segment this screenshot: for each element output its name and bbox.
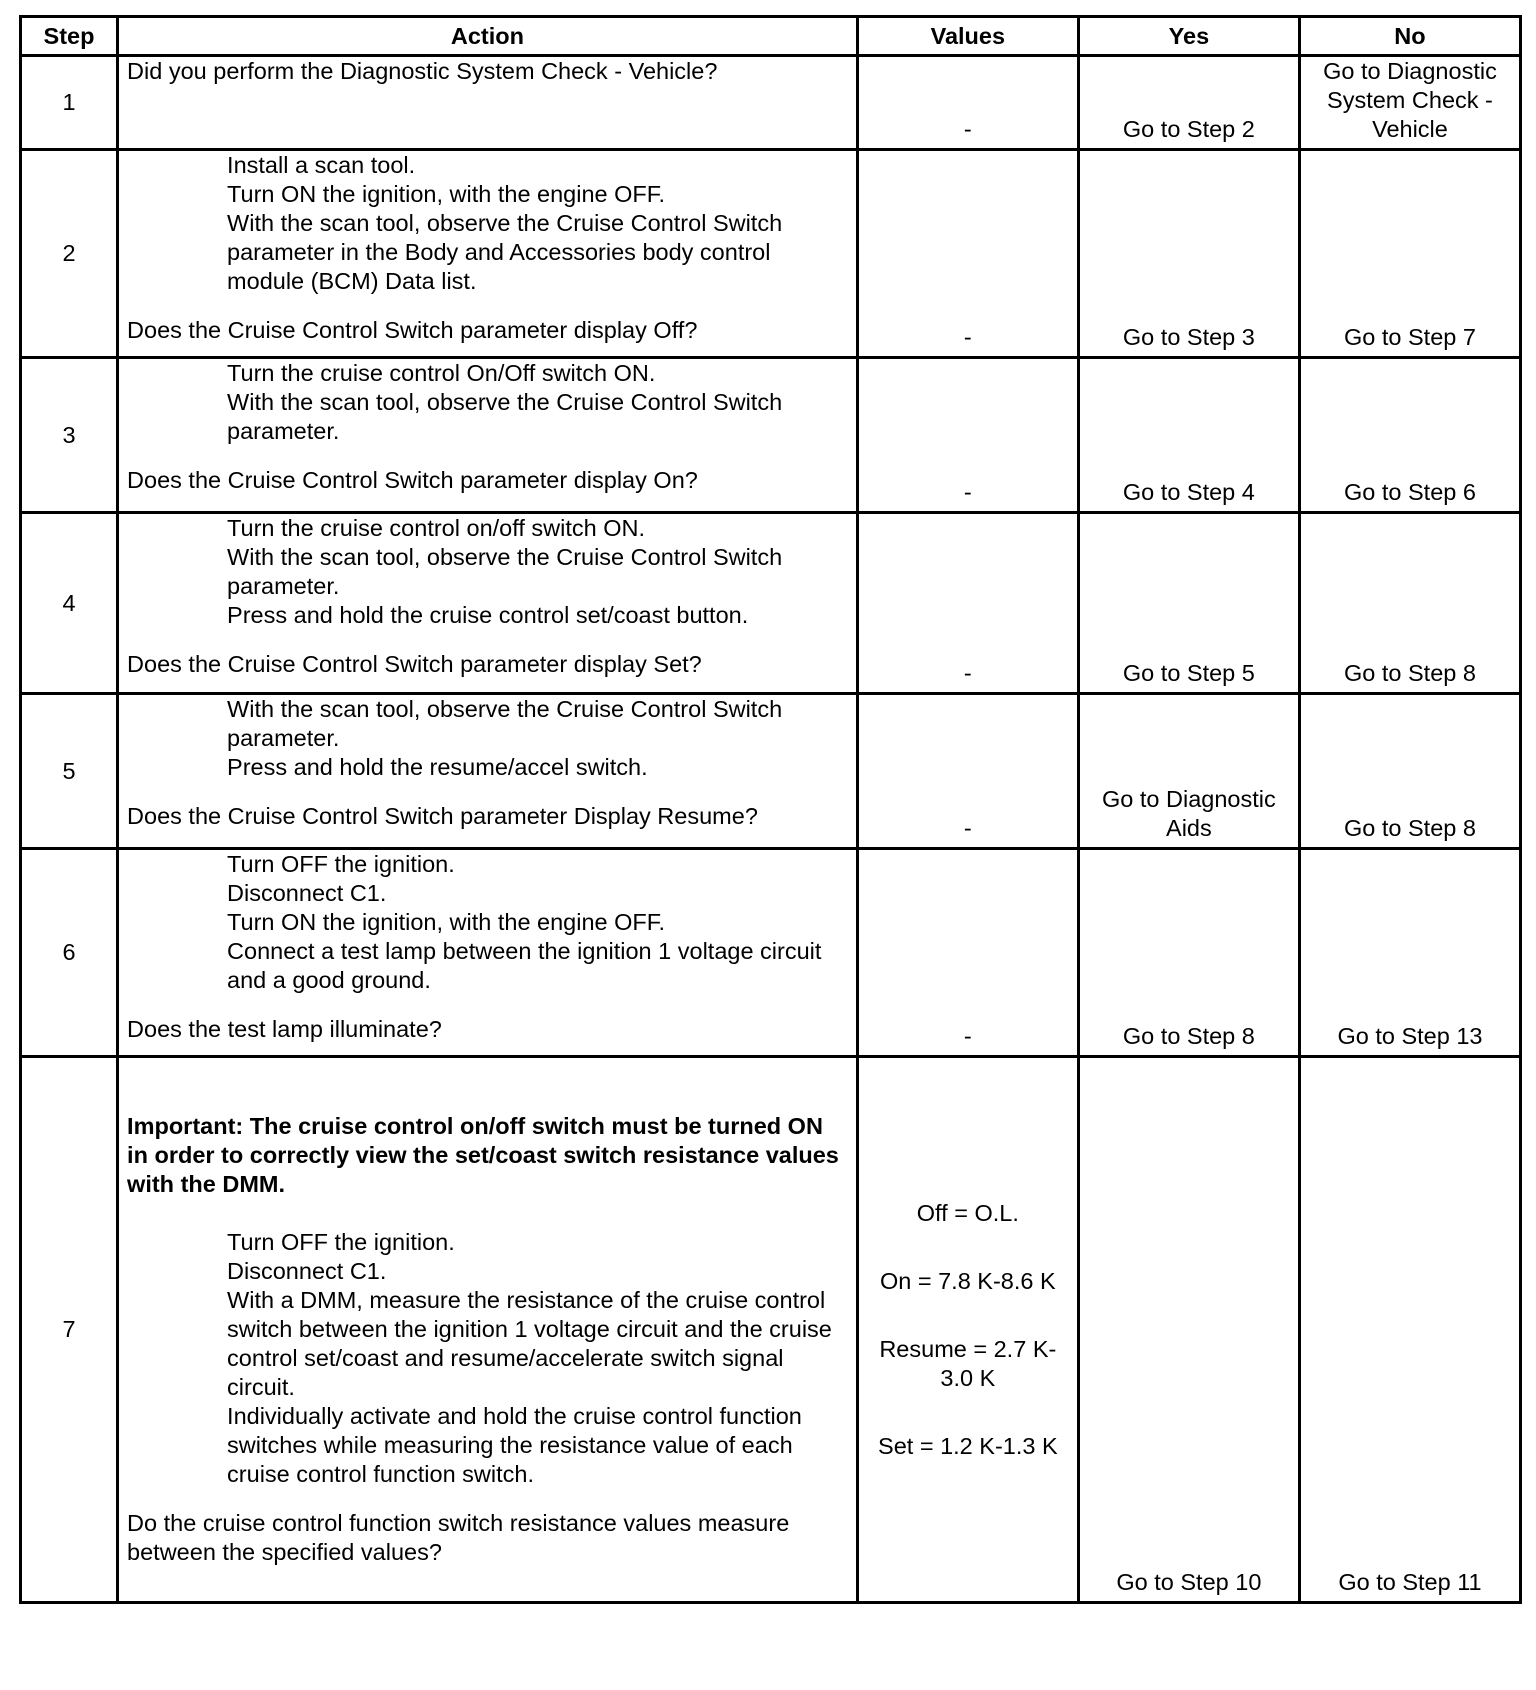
substep-text: With the scan tool, observe the Cruise Control Switch parameter. [227,389,783,444]
question-text: Do the cruise control function switch resistance values measure between the specified values? [127,1510,790,1565]
header-values: Values [857,17,1078,56]
substep-text: Individually activate and hold the cruise control function switches while measuring the resistance value of each cruise control function switch. [227,1403,802,1487]
substep-text: Turn ON the ignition, with the engine OFF. [227,909,666,935]
yes-cell: Go to Step 8 [1078,849,1299,1057]
yes-cell: Go to Step 10 [1078,1057,1299,1603]
substep-text: Connect a test lamp between the ignition 1 voltage circuit and a good ground. [227,938,822,993]
value-cell: - [857,150,1078,358]
yes-cell: Go to Step 2 [1078,56,1299,150]
question-text: Does the Cruise Control Switch parameter display Set? [127,651,702,677]
no-cell: Go to Step 11 [1299,1057,1520,1603]
value-set: Set = 1.2 K-1.3 K [878,1432,1058,1459]
substep-text: Press and hold the resume/accel switch. [227,754,648,780]
substep-text: Turn the cruise control On/Off switch ON. [227,360,656,386]
table-row [21,849,1521,1057]
step-number: 1 [21,56,118,150]
yes-cell: Go to Diagnostic Aids [1078,694,1299,849]
value-on: On = 7.8 K-8.6 K [879,1267,1056,1294]
question-text: Does the Cruise Control Switch parameter Display Resume? [127,803,758,829]
question-text: Does the test lamp illuminate? [127,1016,442,1042]
no-cell: Go to Step 8 [1299,513,1520,694]
no-cell: Go to Step 6 [1299,358,1520,513]
substep-text: Turn ON the ignition, with the engine OFF. [227,181,666,207]
step-number: 3 [21,358,118,513]
substep-text: With a DMM, measure the resistance of the cruise control switch between the ignition 1 voltage circuit and the cruise control set/coast and resume/accelerate switch signal circuit. [227,1287,832,1400]
table-row [21,694,1521,849]
table-row [21,358,1521,513]
header-no: No [1299,17,1520,56]
substep-text: With the scan tool, observe the Cruise Control Switch parameter in the Body and Accessories body control module (BCM) Data list. [227,210,783,294]
value-cell: - [857,56,1078,150]
no-cell: Go to Step 8 [1299,694,1520,849]
substep-text: Disconnect C1. [227,880,387,906]
substep-text: With the scan tool, observe the Cruise Control Switch parameter. [227,544,783,599]
diagnostic-table [19,15,1522,1604]
action-cell [118,358,858,513]
yes-cell: Go to Step 5 [1078,513,1299,694]
step-number: 6 [21,849,118,1057]
substep-text: Install a scan tool. [227,152,416,178]
action-cell [118,849,858,1057]
values-cell [857,1057,1078,1603]
no-cell: Go to Step 13 [1299,849,1520,1057]
value-cell: - [857,694,1078,849]
no-cell: Go to Step 7 [1299,150,1520,358]
yes-cell: Go to Step 3 [1078,150,1299,358]
substep-text: Disconnect C1. [227,1258,387,1284]
question-text: Does the Cruise Control Switch parameter display On? [127,467,698,493]
substep-text: Turn OFF the ignition. [227,1229,455,1255]
value-cell: - [857,513,1078,694]
table-row [21,56,1521,150]
table-row [21,513,1521,694]
question-text: Does the Cruise Control Switch parameter display Off? [127,317,698,343]
header-step: Step [21,17,118,56]
value-cell: - [857,849,1078,1057]
value-resume: Resume = 2.7 K-3.0 K [879,1335,1057,1391]
important-note: Important: The cruise control on/off switch must be turned ON in order to correctly view the set/coast switch resistance values with the DMM. [127,1113,839,1197]
question-text: Did you perform the Diagnostic System Check - Vehicle? [127,58,718,84]
header-yes: Yes [1078,17,1299,56]
no-cell: Go to Diagnostic System Check - Vehicle [1299,56,1520,150]
substep-text: With the scan tool, observe the Cruise Control Switch parameter. [227,696,783,751]
action-cell [118,513,858,694]
action-cell [118,1057,858,1603]
step-number: 4 [21,513,118,694]
yes-cell: Go to Step 4 [1078,358,1299,513]
header-action: Action [118,17,858,56]
action-cell [118,150,858,358]
action-cell [118,56,858,150]
step-number: 2 [21,150,118,358]
substep-text: Press and hold the cruise control set/coast button. [227,602,749,628]
value-cell: - [857,358,1078,513]
step-number: 5 [21,694,118,849]
substep-text: Turn the cruise control on/off switch ON. [227,515,645,541]
table-row [21,150,1521,358]
substep-text: Turn OFF the ignition. [227,851,455,877]
header-row [21,17,1521,56]
action-cell [118,694,858,849]
step-number: 7 [21,1057,118,1603]
value-off: Off = O.L. [916,1199,1019,1226]
table-row [21,1057,1521,1603]
